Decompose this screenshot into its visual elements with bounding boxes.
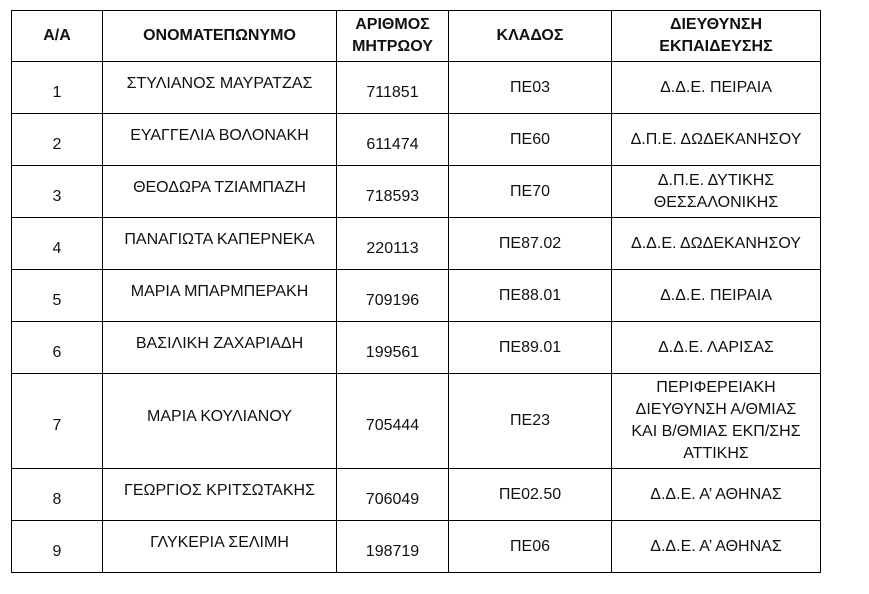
index-value: 1	[52, 83, 62, 101]
cell-registry-number	[337, 521, 449, 573]
directorate-line: Δ.Δ.Ε. ΛΑΡΙΣΑΣ	[658, 338, 774, 356]
cell-directorate	[612, 218, 821, 270]
header-registry-number-line1: ΑΡΙΘΜΟΣ	[355, 16, 430, 33]
directorate-line: ΚΑΙ Β/ΘΜΙΑΣ ΕΚΠ/ΣΗΣ	[631, 423, 801, 440]
cell-directorate	[612, 469, 821, 521]
full-name-value: ΒΑΣΙΛΙΚΗ ΖΑΧΑΡΙΑΔΗ	[135, 334, 304, 352]
cell-specialty	[449, 62, 612, 114]
registry-number-value: 198719	[365, 542, 420, 560]
specialty-value: ΠΕ03	[509, 78, 551, 96]
cell-index	[12, 114, 103, 166]
cell-index	[12, 270, 103, 322]
header-specialty	[449, 11, 612, 62]
registry-number-value: 709196	[365, 291, 420, 309]
cell-full-name	[103, 62, 337, 114]
specialty-value: ΠΕ70	[509, 182, 551, 200]
index-value: 4	[52, 239, 62, 257]
registry-number-value: 718593	[365, 187, 420, 205]
cell-registry-number	[337, 469, 449, 521]
cell-directorate	[612, 114, 821, 166]
full-name-value: ΕΥΑΓΓΕΛΙΑ ΒΟΛΟΝΑΚΗ	[130, 126, 309, 144]
cell-registry-number	[337, 62, 449, 114]
cell-specialty	[449, 521, 612, 573]
specialty-value: ΠΕ60	[509, 130, 551, 148]
cell-index	[12, 374, 103, 469]
cell-specialty	[449, 218, 612, 270]
directorate-line: Δ.Δ.Ε. Α’ ΑΘΗΝΑΣ	[650, 485, 782, 503]
index-value: 3	[52, 187, 62, 205]
table-row	[12, 166, 821, 218]
cell-registry-number	[337, 166, 449, 218]
registry-number-value: 220113	[366, 239, 419, 257]
index-value: 9	[52, 542, 62, 560]
cell-index	[12, 322, 103, 374]
cell-specialty	[449, 322, 612, 374]
full-name-value: ΓΛΥΚΕΡΙΑ ΣΕΛΙΜΗ	[150, 533, 289, 551]
cell-specialty	[449, 469, 612, 521]
table-row	[12, 521, 821, 573]
registry-number-value: 706049	[365, 490, 420, 508]
header-index-label: Α/Α	[43, 27, 71, 44]
header-directorate	[612, 11, 821, 62]
index-value: 2	[52, 135, 62, 153]
header-registry-number-line2: ΜΗΤΡΩΟΥ	[352, 38, 433, 55]
header-directorate-line2: ΕΚΠΑΙΔΕΥΣΗΣ	[659, 38, 773, 55]
full-name-value: ΓΕΩΡΓΙΟΣ ΚΡΙΤΣΩΤΑΚΗΣ	[124, 481, 315, 499]
cell-full-name	[103, 521, 337, 573]
directorate-line: ΘΕΣΣΑΛΟΝΙΚΗΣ	[653, 193, 779, 211]
index-value: 7	[52, 417, 62, 434]
specialty-value: ΠΕ89.01	[498, 338, 562, 356]
cell-index	[12, 469, 103, 521]
cell-full-name	[103, 374, 337, 469]
specialty-value: ΠΕ23	[509, 412, 551, 429]
specialty-value: ΠΕ87.02	[498, 234, 562, 252]
registry-number-value: 611474	[366, 135, 419, 153]
table-row	[12, 374, 821, 469]
directorate-line: ΑΤΤΙΚΗΣ	[683, 445, 749, 462]
cell-registry-number	[337, 322, 449, 374]
full-name-value: ΣΤΥΛΙΑΝΟΣ ΜΑΥΡΑΤΖΑΣ	[126, 74, 313, 92]
cell-registry-number	[337, 374, 449, 469]
cell-specialty	[449, 166, 612, 218]
full-name-value: ΠΑΝΑΓΙΩΤΑ ΚΑΠΕΡΝΕΚΑ	[124, 230, 315, 248]
index-value: 5	[52, 291, 62, 309]
table-row	[12, 218, 821, 270]
specialty-value: ΠΕ88.01	[498, 286, 562, 304]
directorate-line: Δ.Π.Ε. ΔΩΔΕΚΑΝΗΣΟΥ	[630, 130, 802, 148]
registry-number-value: 711851	[366, 83, 419, 101]
staff-table	[11, 10, 821, 573]
header-specialty-label: ΚΛΑΔΟΣ	[496, 27, 564, 44]
directorate-line: Δ.Π.Ε. ΔΥΤΙΚΗΣ	[657, 171, 775, 189]
cell-index	[12, 166, 103, 218]
cell-registry-number	[337, 218, 449, 270]
cell-directorate	[612, 374, 821, 469]
cell-full-name	[103, 322, 337, 374]
cell-directorate	[612, 322, 821, 374]
cell-directorate	[612, 62, 821, 114]
table-row	[12, 270, 821, 322]
full-name-value: ΜΑΡΙΑ ΚΟΥΛΙΑΝΟΥ	[147, 408, 292, 425]
cell-specialty	[449, 374, 612, 469]
full-name-value: ΘΕΟΔΩΡΑ ΤΖΙΑΜΠΑΖΗ	[133, 178, 306, 196]
cell-directorate	[612, 166, 821, 218]
cell-full-name	[103, 270, 337, 322]
table-body	[12, 62, 821, 573]
cell-directorate	[612, 270, 821, 322]
table-row	[12, 62, 821, 114]
cell-registry-number	[337, 270, 449, 322]
registry-number-value: 199561	[365, 343, 420, 361]
cell-full-name	[103, 218, 337, 270]
directorate-line: Δ.Δ.Ε. ΠΕΙΡΑΙΑ	[660, 286, 772, 304]
cell-specialty	[449, 270, 612, 322]
cell-index	[12, 521, 103, 573]
directorate-line: Δ.Δ.Ε. Α’ ΑΘΗΝΑΣ	[650, 537, 782, 555]
cell-directorate	[612, 521, 821, 573]
full-name-value: ΜΑΡΙΑ ΜΠΑΡΜΠΕΡΑΚΗ	[130, 282, 309, 300]
directorate-line: Δ.Δ.Ε. ΠΕΙΡΑΙΑ	[660, 78, 772, 96]
table-row	[12, 469, 821, 521]
header-full-name	[103, 11, 337, 62]
header-index	[12, 11, 103, 62]
table-row	[12, 114, 821, 166]
cell-index	[12, 62, 103, 114]
header-registry-number	[337, 11, 449, 62]
index-value: 8	[52, 490, 62, 508]
header-row	[12, 11, 821, 62]
cell-full-name	[103, 469, 337, 521]
cell-registry-number	[337, 114, 449, 166]
directorate-line: ΠΕΡΙΦΕΡΕΙΑΚΗ	[656, 379, 776, 396]
specialty-value: ΠΕ06	[509, 537, 551, 555]
index-value: 6	[52, 343, 62, 361]
registry-number-value: 705444	[365, 417, 420, 434]
cell-full-name	[103, 114, 337, 166]
cell-specialty	[449, 114, 612, 166]
directorate-line: Δ.Δ.Ε. ΔΩΔΕΚΑΝΗΣΟΥ	[631, 234, 801, 252]
directorate-line: ΔΙΕΥΘΥΝΣΗ Α/ΘΜΙΑΣ	[635, 401, 797, 418]
header-full-name-label: ΟΝΟΜΑΤΕΠΩΝΥΜΟ	[143, 27, 296, 44]
specialty-value: ΠΕ02.50	[498, 485, 562, 503]
header-directorate-line1: ΔΙΕΥΘΥΝΣΗ	[669, 16, 763, 33]
cell-full-name	[103, 166, 337, 218]
table-row	[12, 322, 821, 374]
cell-index	[12, 218, 103, 270]
